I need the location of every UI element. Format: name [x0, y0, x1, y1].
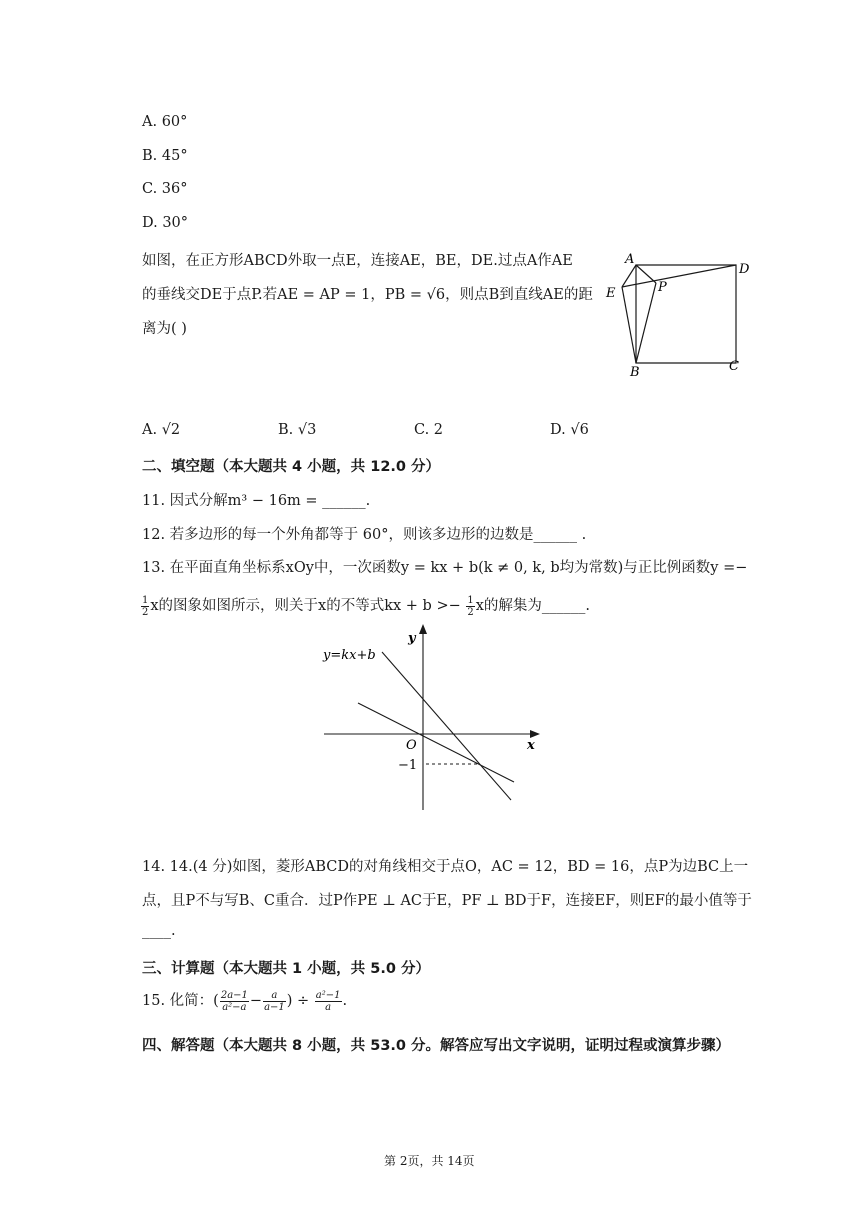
q11-text: 11. 因式分解m³ − 16m = ______. [142, 493, 371, 509]
q13-text-line1: 13. 在平面直角坐标系xOy中，一次函数y = kx + b(k ≠ 0, k, b均为常数)与正比例函数y =− [142, 560, 748, 576]
line-kx-plus-b [382, 652, 511, 800]
graph-y-label: y [408, 631, 416, 646]
section-solution-title: 四、解答题（本大题共 8 小题，共 53.0 分。解答应写出文字说明，证明过程或演算步骤） [142, 1038, 731, 1054]
segment-pb [636, 283, 656, 363]
label-a: A [625, 252, 635, 267]
segment-ae [622, 265, 636, 287]
y-axis-arrow [419, 624, 427, 634]
segment-ap [636, 265, 656, 283]
q13-fraction-2: $\frac{1}{2}$ [467, 594, 474, 618]
q10-option-c: C. 2 [414, 422, 444, 438]
segment-eb [622, 287, 636, 363]
page-footer: 第 2页，共 14页 [384, 1154, 475, 1168]
q9-option-b: B. 45° [142, 148, 188, 164]
q9-option-c: C. 36° [142, 181, 188, 197]
q13-function-graph [318, 624, 548, 814]
section-calculation-title: 三、计算题（本大题共 1 小题，共 5.0 分） [142, 961, 430, 977]
q13-text-line2: $\frac{1}{2}$ x的图象如图所示，则关于x的不等式kx + b >− $\frac{1}{2}$ x的解集为______. [142, 594, 591, 618]
section-fill-in-title: 二、填空题（本大题共 4 小题，共 12.0 分） [142, 459, 441, 475]
q13-fraction-1: $\frac{1}{2}$ [142, 594, 149, 618]
graph-line-label: y=kx+b [323, 648, 376, 663]
graph-neg-one-label: −1 [398, 758, 418, 773]
q9-option-d: D. 30° [142, 215, 189, 231]
q10-text-line2: 的垂线交DE于点P.若AE = AP = 1，PB = √6，则点B到直线AE的距 [142, 287, 593, 303]
q15-text: 15. 化简：( $\frac{2a-1}{\text{a²−a}}$ − $\frac{a}{a-1}$ ) ÷ $\frac{\text{a²−1}}{a}$ . [142, 989, 348, 1013]
q10-option-b: B. √3 [278, 422, 317, 438]
q12-text: 12. 若多边形的每一个外角都等于 60°，则该多边形的边数是______ . [142, 527, 587, 543]
label-e: E [606, 286, 616, 301]
graph-x-label: x [527, 738, 535, 753]
q15-fraction-2: $\frac{a}{a-1}$ [264, 989, 285, 1013]
q10-option-d: D. √6 [550, 422, 589, 438]
line-neg-half-x [358, 703, 514, 782]
q14-text-line3: ____. [142, 923, 176, 939]
q15-fraction-1: $\frac{2a-1}{\text{a²−a}}$ [220, 989, 248, 1013]
square-abcd [636, 265, 736, 363]
q15-fraction-3: $\frac{\text{a²−1}}{a}$ [315, 989, 341, 1013]
q10-option-a: A. √2 [142, 422, 181, 438]
label-c: C [729, 359, 739, 374]
q10-text-line3: 离为( ) [142, 321, 187, 337]
q10-square-figure [600, 245, 760, 380]
label-d: D [739, 262, 750, 277]
label-p: P [658, 280, 667, 295]
label-b: B [630, 365, 640, 380]
x-axis-arrow [530, 730, 540, 738]
q10-text-line1: 如图，在正方形ABCD外取一点E，连接AE，BE，DE.过点A作AE [142, 253, 573, 269]
graph-origin-label: O [406, 738, 417, 753]
q14-text-line1: 14. 14.(4 分)如图，菱形ABCD的对角线相交于点O，AC = 12，BD = 16，点P为边BC上一 [142, 859, 749, 875]
q14-text-line2: 点，且P不与写B、C重合．过P作PE ⊥ AC于E，PF ⊥ BD于F，连接EF，则EF的最小值等于 [142, 893, 752, 909]
q9-option-a: A. 60° [142, 114, 188, 130]
